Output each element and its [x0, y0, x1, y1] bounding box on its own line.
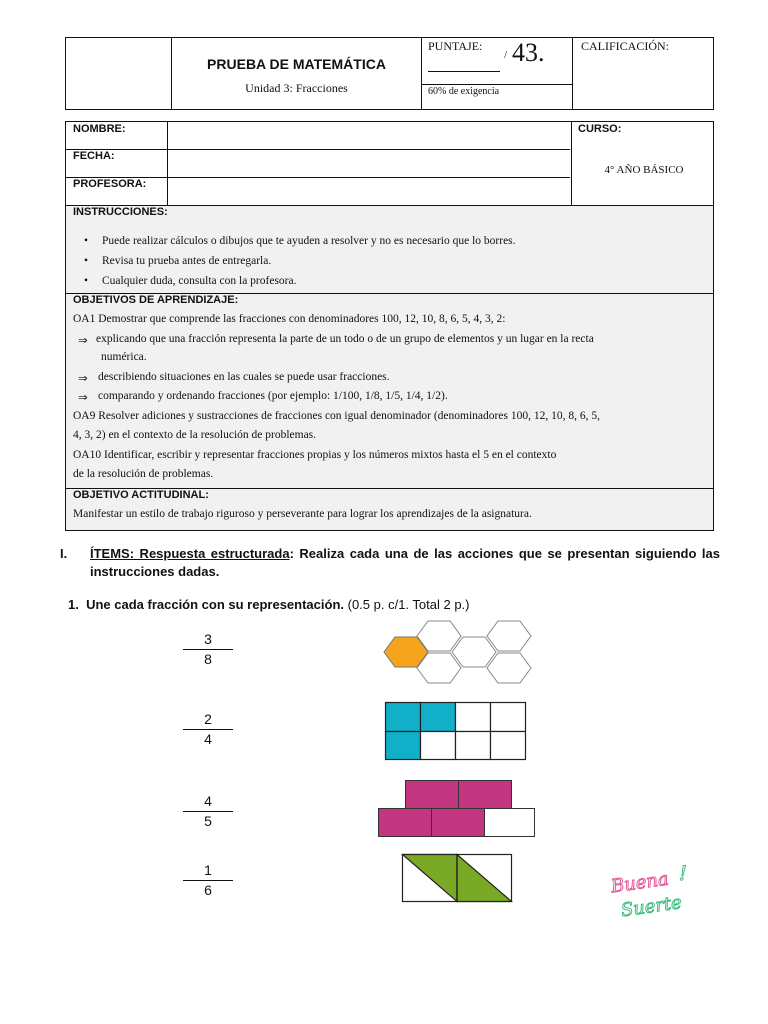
grid-cell: [456, 732, 491, 760]
nombre-field[interactable]: [168, 122, 571, 149]
score-total: 43.: [512, 38, 545, 67]
section-colon: :: [289, 546, 294, 561]
profesora-label: PROFESORA:: [73, 178, 147, 190]
question-number: 1.: [68, 597, 79, 612]
score-cell: [422, 38, 573, 109]
fraction-denominator: 8: [204, 651, 212, 667]
grid-representation[interactable]: [385, 702, 527, 760]
instruction-item: • Revisa tu prueba antes de entregarla.: [102, 255, 271, 267]
logo-cell: [66, 38, 172, 109]
buena-suerte-sticker: [603, 858, 698, 924]
fraction-2-4[interactable]: [183, 711, 233, 748]
info-table: [65, 121, 714, 531]
grid-cell-filled: [386, 732, 421, 760]
arrow-icon: ⇒: [78, 335, 88, 347]
unit-subtitle: Unidad 3: Fracciones: [245, 81, 348, 95]
fraction-bar: [183, 880, 233, 881]
objetivos-section: [66, 294, 713, 488]
brick-representation[interactable]: [377, 780, 537, 838]
question-points: (0.5 p. c/1. Total 2 p.): [344, 597, 470, 612]
profesora-field[interactable]: [168, 178, 571, 205]
brick-filled: [406, 781, 459, 809]
hexagon-cell: [487, 621, 531, 651]
exigencia-text: 60% de exigencia: [428, 86, 500, 97]
hexagon-cell: [452, 637, 496, 667]
section-text: Realiza cada una de las acciones que se presentan siguiendo las instrucciones dadas.: [90, 546, 720, 579]
title-cell: [172, 38, 422, 109]
score-blank-line[interactable]: [428, 71, 500, 72]
fraction-numerator: 4: [204, 793, 212, 809]
instrucciones-label: INSTRUCCIONES:: [73, 206, 168, 218]
fraction-numerator: 2: [204, 711, 212, 727]
grid-cell: [491, 703, 526, 732]
oa1-sub1-cont: numérica.: [101, 351, 147, 363]
calificacion-label: CALIFICACIÓN:: [581, 39, 670, 53]
curso-value: 4° AÑO BÁSICO: [604, 164, 684, 176]
oa1-sub2: describiendo situaciones en las cuales se puede usar fracciones.: [98, 371, 390, 383]
oa1-text: OA1 Demostrar que comprende las fracciones con denominadores 100, 12, 10, 8, 6, 5, 4, 3, 2:: [73, 313, 506, 325]
section-heading: ÍTEMS: Respuesta estructurada: [90, 546, 290, 561]
hexagon-cell: [487, 653, 531, 683]
fraction-bar: [183, 649, 233, 650]
brick-filled: [459, 781, 512, 809]
sticker-line-1: Buena: [609, 868, 670, 898]
instrucciones-section: [66, 206, 713, 293]
question-1: [68, 597, 470, 612]
fraction-numerator: 3: [204, 631, 212, 647]
instruction-item: • Puede realizar cálculos o dibujos que te ayuden a resolver y no es necesario que lo borres.: [102, 235, 516, 247]
actitudinal-section: [66, 489, 713, 530]
section-number: I.: [60, 546, 68, 561]
curso-column-divider: [571, 122, 572, 205]
grid-cell: [456, 703, 491, 732]
fraction-denominator: 5: [204, 813, 212, 829]
curso-label: CURSO:: [578, 123, 622, 135]
triangle-representation[interactable]: [402, 854, 514, 904]
fraction-denominator: 4: [204, 731, 212, 747]
sticker-exclamation: !: [679, 861, 688, 885]
fraction-numerator: 1: [204, 862, 212, 878]
fraction-3-8[interactable]: [183, 631, 233, 668]
fecha-label: FECHA:: [73, 150, 115, 162]
brick-filled: [379, 809, 432, 837]
sticker-line-2: Suerte: [619, 892, 684, 922]
hexagon-representation[interactable]: [380, 618, 540, 688]
arrow-icon: ⇒: [78, 373, 88, 385]
oa10-text-cont: de la resolución de problemas.: [73, 468, 214, 480]
fecha-field[interactable]: [168, 150, 571, 177]
fraction-4-5[interactable]: [183, 793, 233, 830]
page-title: PRUEBA DE MATEMÁTICA: [207, 56, 386, 72]
question-text: Une cada fracción con su representación.: [86, 597, 344, 612]
actitudinal-label: OBJETIVO ACTITUDINAL:: [73, 489, 209, 501]
instruction-item: • Cualquier duda, consulta con la profesora.: [102, 275, 296, 287]
fraction-bar: [183, 811, 233, 812]
oa10-text: OA10 Identificar, escribir y representar fracciones propias y los números mixtos hasta el 5 en el contexto: [73, 449, 557, 461]
oa1-sub3: comparando y ordenando fracciones (por ejemplo: 1/100, 1/8, 1/5, 1/4, 1/2).: [98, 390, 448, 402]
objetivos-label: OBJETIVOS DE APRENDIZAJE:: [73, 294, 239, 306]
score-divider: [422, 84, 572, 85]
nombre-label: NOMBRE:: [73, 123, 126, 135]
section-instructions: [90, 545, 720, 581]
grid-cell: [491, 732, 526, 760]
oa9-text: OA9 Resolver adiciones y sustracciones de fracciones con igual denominador (denominadores 100, 12, 10, 8, 6, 5,: [73, 410, 600, 422]
oa1-sub1: explicando que una fracción representa la parte de un todo o de un grupo de elementos y un lugar en la recta: [96, 333, 594, 345]
header-table: [65, 37, 714, 110]
grid-cell-filled: [386, 703, 421, 732]
fraction-bar: [183, 729, 233, 730]
puntaje-label: PUNTAJE:: [428, 39, 483, 53]
score-slash: /: [504, 49, 508, 61]
grade-cell[interactable]: [573, 38, 713, 109]
oa9-text-cont: 4, 3, 2) en el contexto de la resolución de problemas.: [73, 429, 317, 441]
brick: [485, 809, 535, 837]
grid-cell-filled: [421, 703, 456, 732]
brick-filled: [432, 809, 485, 837]
grid-cell: [421, 732, 456, 760]
actitudinal-text: Manifestar un estilo de trabajo riguroso y perseverante para lograr los aprendizajes de la asignatura.: [73, 508, 532, 520]
fraction-1-6[interactable]: [183, 862, 233, 899]
arrow-icon: ⇒: [78, 392, 88, 404]
fraction-denominator: 6: [204, 882, 212, 898]
